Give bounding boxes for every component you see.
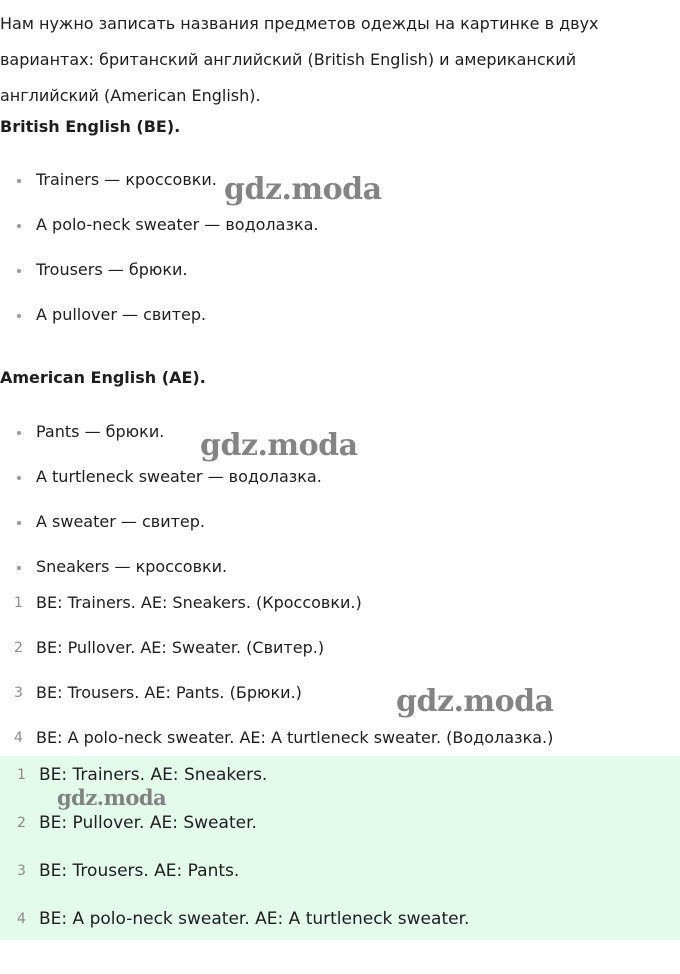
bullet-icon (17, 521, 21, 525)
bullet-icon (17, 269, 21, 273)
bullet-icon (17, 431, 21, 435)
bullet-icon (17, 224, 21, 228)
american-heading: American English (AE). (0, 368, 206, 387)
intro-paragraph: Нам нужно записать названия предметов одежды на картинке в двух вариантах: британский английский (British English) и американский английский (American English). (0, 14, 599, 105)
bullet-icon (17, 179, 21, 183)
watermark: gdz.moda (396, 684, 554, 719)
watermark: gdz.moda (200, 428, 358, 463)
bullet-icon (17, 566, 21, 570)
bullet-icon (17, 314, 21, 318)
british-heading: British English (BE). (0, 117, 181, 136)
watermark: gdz.moda (224, 172, 382, 207)
watermark: gdz.moda (57, 785, 167, 810)
bullet-icon (17, 476, 21, 480)
answer-box: 1 BE: Trainers. AE: Sneakers. 2 BE: Pullover. AE: Sweater. 3 BE: Trousers. AE: Pants. 4 BE: A polo-neck sweater. AE: A turtleneck sweater. (0, 756, 680, 940)
